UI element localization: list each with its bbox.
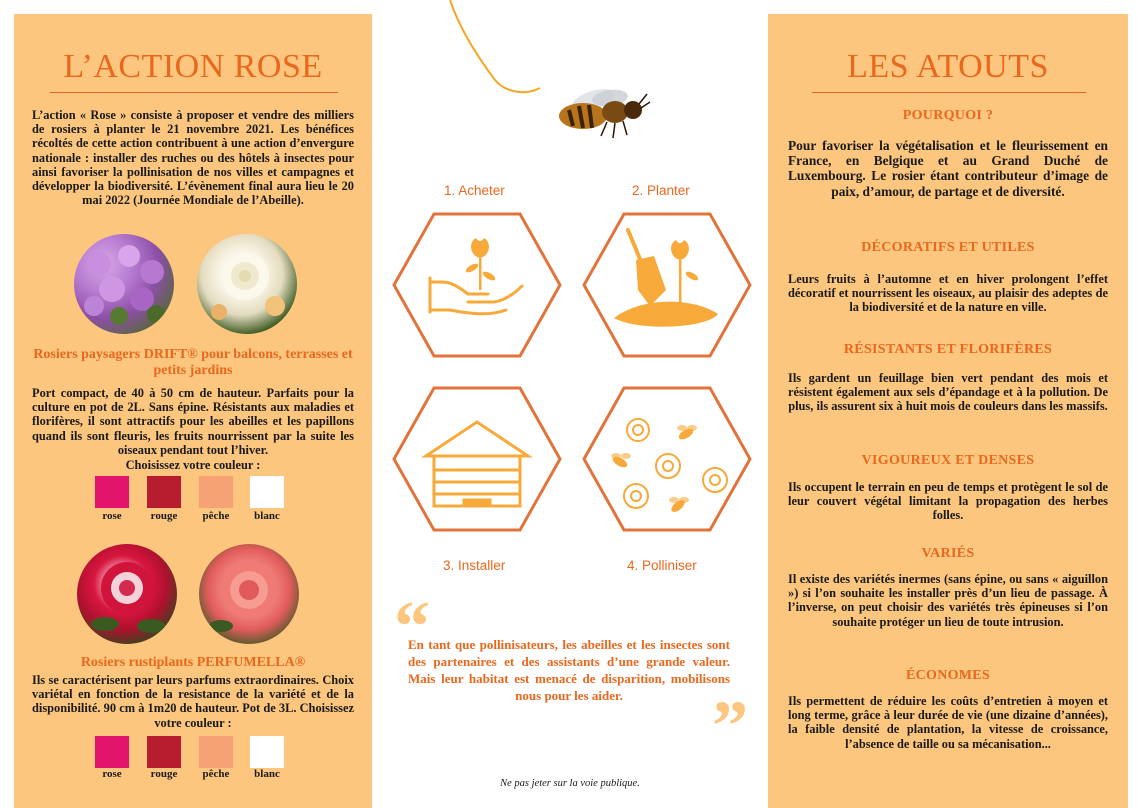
- step-hex-planter[interactable]: [580, 210, 754, 360]
- section-text-pourquoi: Pour favoriser la végétalisation et le fleurissement en France, en Belgique et au Grand Duché de Luxembourg. Le rosier étant contributeur d’image de paix, d’amour, de partage et de diversité.: [788, 138, 1108, 199]
- swatch-label-rose: rose: [102, 510, 122, 522]
- step-label-acheter: 1. Acheter: [444, 183, 505, 198]
- section-heading-decoratifs: DÉCORATIFS ET UTILES: [861, 240, 1035, 255]
- right-title-rule: [812, 92, 1086, 93]
- step-hex-acheter[interactable]: [390, 210, 564, 360]
- step-label-installer: 3. Installer: [443, 558, 506, 573]
- left-title: L’ACTION ROSE: [63, 48, 323, 85]
- drift-purple-rose-photo: [74, 234, 174, 334]
- perfumella-red-white-rose-photo: [77, 544, 177, 644]
- section-text-decoratifs: Leurs fruits à l’automne et en hiver prolongent l’effet décoratif et nourrissent les oiseaux, au plaisir des adeptes de la biodiversité et de la nature en ville.: [788, 272, 1108, 315]
- section-text-economes: Ils permettent de réduire les coûts d’entretien à moyen et long terme, grâce à leur durée de vie (une dizaine d’années), la faible densité de plantation, la vitesse de croissance, l’absence de taille ou sa mécanisation...: [788, 694, 1108, 751]
- footer-note: Ne pas jeter sur la voie publique.: [500, 778, 640, 789]
- section-heading-varies: VARIÉS: [921, 546, 975, 561]
- swatch-blanc[interactable]: [250, 476, 284, 508]
- section-heading-resistants: RÉSISTANTS ET FLORIFÈRES: [843, 342, 1053, 357]
- step-hex-installer[interactable]: [390, 384, 564, 534]
- swatch-label-peche: pêche: [202, 510, 230, 522]
- swatch-label-rose-2: rose: [102, 768, 122, 780]
- left-panel: [14, 14, 372, 808]
- perfumella-text: Ils se caractérisent par leurs parfums extraordinaires. Choix variétal en fonction de la resistance de la variété et de la disponibilité. 90 cm à 1m20 de hauteur. Pot de 3L. Choisissez votre couleur :: [32, 673, 354, 730]
- section-heading-economes: ÉCONOMES: [905, 668, 991, 683]
- swatch-blanc-2[interactable]: [250, 736, 284, 768]
- perfumella-heading: Rosiers rustiplants PERFUMELLA®: [80, 655, 306, 670]
- swatch-rose[interactable]: [95, 476, 129, 508]
- swatch-peche-2[interactable]: [199, 736, 233, 768]
- purple-roses-illustration: [74, 234, 174, 334]
- swatch-label-blanc-2: blanc: [254, 768, 280, 780]
- pink-rose-illustration: [199, 544, 299, 644]
- section-heading-vigoureux: VIGOUREUX ET DENSES: [861, 453, 1035, 468]
- swatch-rouge[interactable]: [147, 476, 181, 508]
- right-panel: [768, 14, 1128, 808]
- section-text-varies: Il existe des variétés inermes (sans épine, ou sans « aiguillon ») si l’on souhaite les installer près d’un lieu de passage. À l’inverse, on peut choisir des variétés très épineuses si l’on souhaite protéger un lieu de toute intrusion.: [788, 572, 1108, 629]
- red-white-rose-illustration: [77, 544, 177, 644]
- step-label-planter: 2. Planter: [632, 183, 690, 198]
- drift-white-rose-photo: [197, 234, 297, 334]
- section-text-resistants: Ils gardent un feuillage bien vert pendant des mois et résistent également aux sels d’épandage et à la pollution. De plus, ils assurent six à huit mois de couleurs dans les massifs.: [788, 371, 1108, 414]
- section-text-vigoureux: Ils occupent le terrain en peu de temps et protègent le sol de leur couvert végétal limitant la propagation des herbes folles.: [788, 480, 1108, 523]
- swatch-label-peche-2: pêche: [202, 768, 230, 780]
- step-label-polliniser: 4. Polliniser: [627, 558, 697, 573]
- close-quote-icon: ”: [712, 686, 748, 766]
- section-heading-pourquoi: POURQUOI ?: [902, 108, 994, 123]
- left-title-rule: [50, 92, 338, 93]
- drift-heading: Rosiers paysagers DRIFT® pour balcons, terrasses et petits jardins: [33, 347, 353, 378]
- swatch-label-blanc: blanc: [254, 510, 280, 522]
- step-hex-polliniser[interactable]: [580, 384, 754, 534]
- swatch-peche[interactable]: [199, 476, 233, 508]
- drift-text: Port compact, de 40 à 50 cm de hauteur. Parfaits pour la culture en pot de 2L. Sans épine. Résistants aux maladies et florifères, il sont attractifs pour les abeilles et les papillons quand ils sont fleuris, les fruits nourrissent par la suite les oiseaux pendant tout l’hiver.: [32, 386, 354, 457]
- swatch-rouge-2[interactable]: [147, 736, 181, 768]
- bee-icon: [555, 82, 651, 140]
- pollinator-quote: En tant que pollinisateurs, les abeilles et les insectes sont des partenaires et des assistants d’une grande valeur. Mais leur habitat est menacé de disparition, mobilisons nous pour les aider.: [408, 637, 730, 703]
- swatch-label-rouge: rouge: [150, 510, 178, 522]
- open-quote-icon: “: [394, 586, 430, 666]
- drift-choose-color: Choisissez votre couleur :: [125, 458, 261, 472]
- right-title: LES ATOUTS: [847, 48, 1049, 85]
- swatch-rose-2[interactable]: [95, 736, 129, 768]
- perfumella-pink-rose-photo: [199, 544, 299, 644]
- bee-flight-path-icon: [440, 0, 550, 100]
- white-rose-illustration: [197, 234, 297, 334]
- swatch-label-rouge-2: rouge: [150, 768, 178, 780]
- intro-text: L’action « Rose » consiste à proposer et vendre des milliers de rosiers à planter le 21 novembre 2021. Les bénéfices récoltés de cette action contribuent à une action d’envergure nationale : installer des ruches ou des hôtels à insectes pour ainsi favoriser la pollinisation de nos villes et campagnes et développer la biodiversité. L’évènement final aura lieu le 20 mai 2022 (Journée Mondiale de l’Abeille).: [32, 108, 354, 208]
